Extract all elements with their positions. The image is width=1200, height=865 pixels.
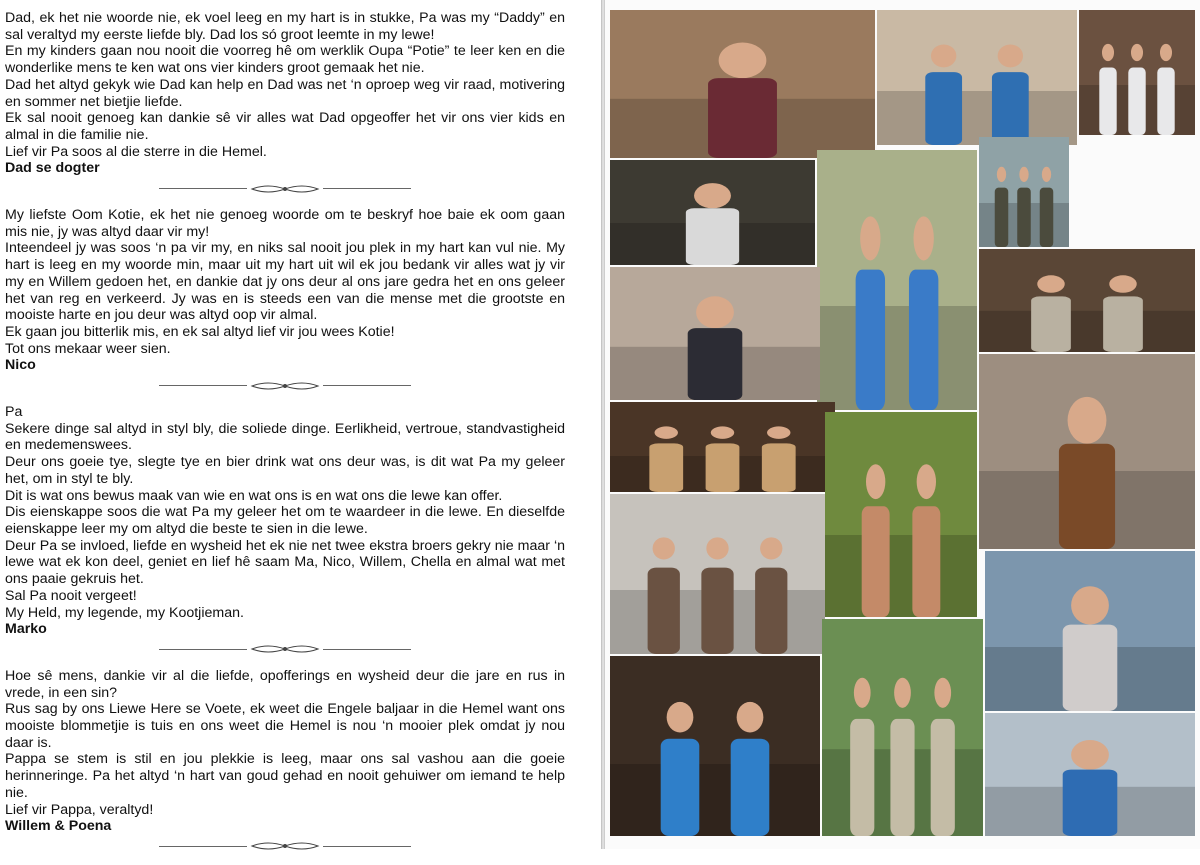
letter-paragraph: Dis eienskappe soos die wat Pa my geleer het om te waardeer in die lewe. En dieselfde eienskappe leer my om altyd die beste te sien in die lewe. [5,504,565,537]
photo-rugby-fans-image [610,656,820,836]
ornament-divider [5,179,565,198]
photo-group-by-bus [610,494,825,654]
letter-paragraph: Lief vir Pappa, veraltyd! [5,801,154,818]
letter-paragraph: Pappa se stem is stil en jou plekkie is leeg, maar ons sal vashou aan die goeie herinneringe. Pa het altyd ‘n hart van goud gehad en nooit gehuiwer om iemand te help nie. [5,751,565,801]
photo-collage [605,0,1200,849]
letter-signature: Marko [5,621,47,638]
letter-paragraph: Sal Pa nooit vergeet! [5,587,137,604]
photo-man-blue-cap-drinking [610,160,815,265]
letter-dad-se-dogter [5,10,565,177]
letter-signature: Nico [5,357,36,374]
photo-wedding-group-blue-shirt-image [877,10,1077,145]
letter-paragraph: Inteendeel jy was soos ‘n pa vir my, en niks sal nooit jou plek in my hart kan vul nie. My hart is leeg en my woorde min, maar uit my hart uit wil ek jou bedank vir alles wat jy vir my en Willem gedoen het, en dankie dat jy ons deur al ons jare gedra het en ons geleer het van reg en verkeerd. Jy was en is steeds een van die mense met die grootste en mooiste harte en jou deur was altyd oop vir almal. [5,240,565,324]
photo-family-wedding-outdoor-image [985,713,1195,836]
letter-paragraph: My liefste Oom Kotie, ek het nie genoeg woorde om te beskryf hoe baie ek oom gaan mis nie, jy was altyd daar vir my! [5,207,565,240]
photo-man-hat-sunset-image [979,354,1195,549]
letter-marko [5,404,565,638]
letter-willem-poena [5,668,565,835]
photo-group-by-bus-image [610,494,825,654]
letter-paragraph: Pa [5,404,23,421]
photo-two-men-khaki [822,619,983,836]
photo-couple-green-field [825,412,977,617]
photo-man-cap-indoor [1079,10,1195,135]
letter-signature: Dad se dogter [5,160,100,177]
letter-paragraph: Deur ons goeie tye, slegte tye en bier drink wat ons deur was, is dit wat Pa my geleer het, om in styl te bly. [5,454,565,487]
photo-rugby-fans [610,656,820,836]
photo-family-formal-indoor [610,267,820,400]
letter-paragraph: Dad, ek het nie woorde nie, ek voel leeg en my hart is in stukke, Pa was my “Daddy” en sal veraltyd my eerste liefde bly. Dad los só groot leemte in my lewe! [5,10,565,43]
letter-paragraph: Sekere dinge sal altyd in styl bly, die soliede dinge. Eerlikheid, vertroue, standvastigheid en medemenswees. [5,420,565,454]
letter-paragraph: Deur Pa se invloed, liefde en wysheid het ek nie net twee ekstra broers gekry nie maar ‘n lewe wat ek kon deel, geniet en lief hê saam Ma, Nico, Willem, Chella en almal wat met ons paaie gekruis het. [5,537,565,588]
photo-man-cap-indoor-image [1079,10,1195,135]
letter-paragraph: Ek gaan jou bitterlik mis, en ek sal altyd lief vir jou wees Kotie! [5,323,395,340]
left-page [0,0,600,849]
ornament-divider [5,376,565,395]
photo-bride-and-groom-image [817,150,977,410]
photo-man-blue-cap-drinking-image [610,160,815,265]
photo-family-formal-indoor-image [610,267,820,400]
letter-paragraph: Rus sag by ons Liewe Here se Voete, ek weet die Engele baljaar in die Hemel want ons mooiste blommetjie is tuis en ons weet die Hemel is nou ‘n mooier plek omdat jy nou daar is. [5,701,565,751]
photo-couple-river-city [985,551,1195,711]
letter-signature: Willem & Poena [5,818,112,835]
letter-paragraph: Ek sal nooit genoeg kan dankie sê vir alles wat Dad opgeoffer het vir ons vier kids en almal in die familie nie. [5,110,565,143]
letter-nico [5,207,565,374]
photo-two-men-caps-image [979,249,1195,352]
letter-paragraph: Dit is wat ons bewus maak van wie en wat ons is en wat ons die lewe kan offer. [5,487,503,504]
letter-paragraph: My Held, my legende, my Kootjieman. [5,604,244,621]
letter-paragraph: Hoe sê mens, dankie vir al die liefde, opofferings en wysheid deur die jare en rus in vrede, in een sin? [5,667,565,701]
photo-couple-river-city-image [985,551,1195,711]
photo-bride-and-groom [817,150,977,410]
tribute-text [5,10,565,865]
photo-restaurant-group-image [610,402,835,492]
photo-man-waterfall [979,137,1069,247]
letter-paragraph: Lief vir Pa soos al die sterre in die Hemel. [5,143,267,160]
photo-man-hat-sunset [979,354,1195,549]
ornament-divider [5,837,565,856]
letter-paragraph: Tot ons mekaar weer sien. [5,340,171,357]
photo-two-men-khaki-image [822,619,983,836]
ornament-divider [5,640,565,659]
photo-family-wedding-outdoor [985,713,1195,836]
photo-women-and-man-outdoors [610,10,875,158]
letter-paragraph: En my kinders gaan nou nooit die voorreg hê om werklik Oupa “Potie” te leer ken en die wonderlike mens te ken wat ons vier kinders groot gemaak het nie. [5,43,565,77]
letter-paragraph: Dad het altyd gekyk wie Dad kan help en Dad was net ‘n oproep weg vir raad, motivering en sommer net bietjie liefde. [5,76,565,110]
photo-man-waterfall-image [979,137,1069,247]
photo-wedding-group-blue-shirt [877,10,1077,145]
photo-women-and-man-outdoors-image [610,10,875,158]
photo-couple-green-field-image [825,412,977,617]
photo-restaurant-group [610,402,835,492]
photo-two-men-caps [979,249,1195,352]
